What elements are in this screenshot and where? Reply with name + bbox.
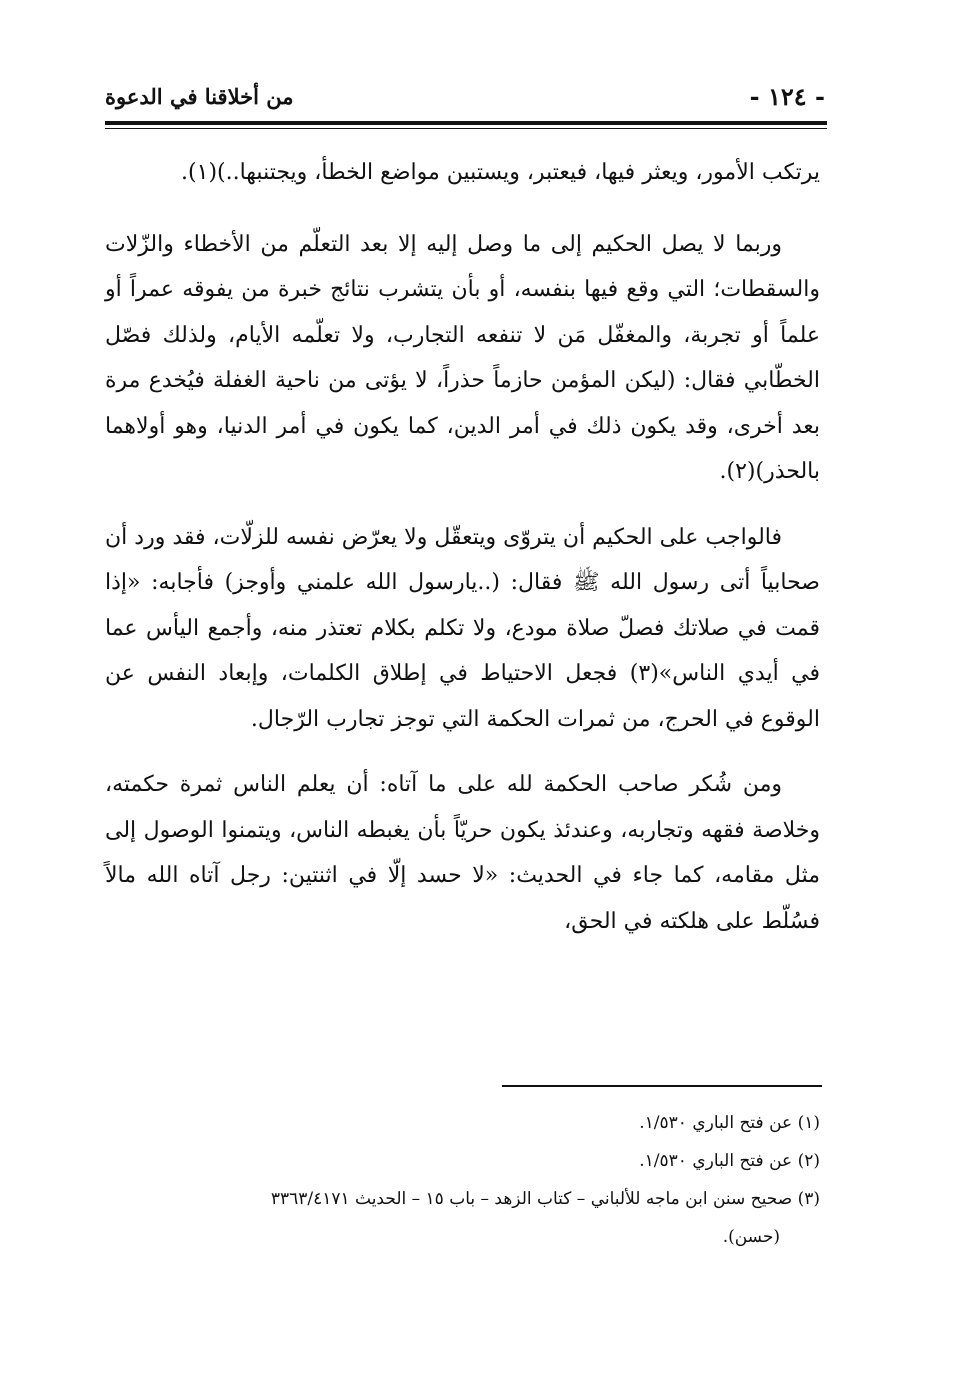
paragraph-2: وربما لا يصل الحكيم إلى ما وصل إليه إلا بعد التعلّم من الأخطاء والزّلات والسقطات؛ التي وقع فيها بنفسه، أو بأن يتشرب نتائج خبرة من يفوقه عمراً أو علماً أو تجربة، والمغفّل مَن لا تنفعه التجارب، ولا تعلّمه الأيام، ولذلك فصّل الخطّابي فقال: (ليكن المؤمن حازماً حذراً، لا يؤتى من ناحية الغفلة فيُخدع مرة بعد أخرى، وقد يكون ذلك في أمر الدين، كما يكون في أمر الدنيا، وهو أولاهما بالحذر)(٢).	[105, 231, 820, 484]
footnotes	[105, 1104, 820, 1256]
footnote-2: (٢) عن فتح الباري ١/٥٣٠.	[639, 1151, 820, 1171]
footnote-3-continuation: (حسن).	[722, 1227, 780, 1247]
main-text	[105, 150, 820, 944]
page-header	[105, 80, 825, 116]
footnote-rule	[502, 1085, 822, 1087]
footnote-1: (١) عن فتح الباري ١/٥٣٠.	[639, 1113, 820, 1133]
header-rule-thick	[105, 121, 827, 125]
paragraph-4: ومن شُكر صاحب الحكمة لله على ما آتاه: أن يعلم الناس ثمرة حكمته، وخلاصة فقهه وتجاربه، وعندئذ يكون حريّاً بأن يغبطه الناس، ويتمنوا الوصول إلى مثل مقامه، كما جاء في الحديث: «لا حسد إلّا في اثنتين: رجل آتاه الله مالاً فسُلّط على هلكته في الحق،	[105, 772, 820, 934]
running-title: من أخلاقنا في الدعوة	[105, 84, 294, 109]
header-rule-thin	[105, 128, 827, 129]
footnote-3: (٣) صحيح سنن ابن ماجه للألباني – كتاب الزهد – باب ١٥ – الحديث ٣٣٦٣/٤١٧١	[270, 1189, 820, 1209]
page-number: - ١٢٤ -	[749, 82, 825, 111]
paragraph-1: يرتكب الأمور، ويعثر فيها، فيعتبر، ويستبين مواضع الخطأ، ويجتنبها..)(١).	[181, 160, 820, 185]
paragraph-3: فالواجب على الحكيم أن يتروّى ويتعقّل ولا يعرّض نفسه للزلّات، فقد ورد أن صحابياً أتى رسول الله ﷺ فقال: (..يارسول الله علمني وأوجز) فأجابه: «إذا قمت في صلاتك فصلّ صلاة مودع، ولا تكلم بكلام تعتذر منه، وأجمع اليأس عما في أيدي الناس»(٣) فجعل الاحتياط في إطلاق الكلمات، وإبعاد النفس عن الوقوع في الحرج، من ثمرات الحكمة التي توجز تجارب الرّجال.	[105, 524, 820, 732]
